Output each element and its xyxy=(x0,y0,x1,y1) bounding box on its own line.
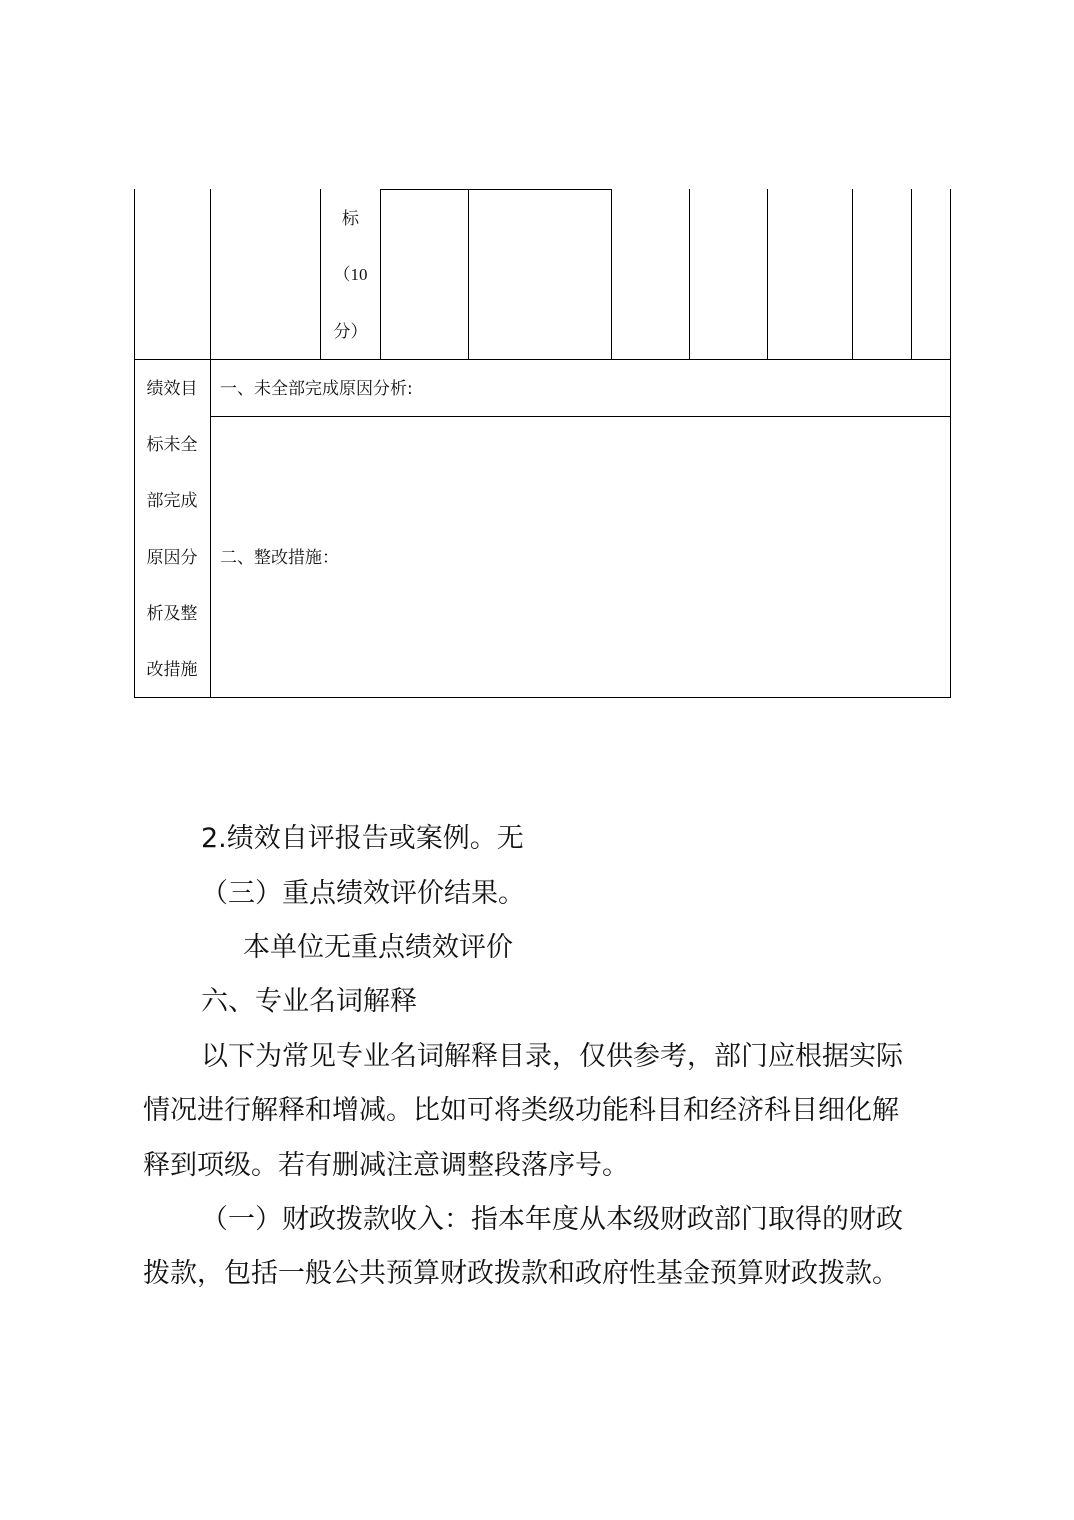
table-line xyxy=(689,189,690,360)
glossary-intro-line: 情况进行解释和增减。比如可将类级功能科目和经济科目细化解 xyxy=(143,1095,899,1126)
table-line xyxy=(611,189,612,360)
table-line xyxy=(468,189,469,360)
table-line xyxy=(134,697,951,698)
side-label-line: 析及整 xyxy=(146,604,198,624)
glossary-item-1-line: 拨款，包括一般公共预算财政拨款和政府性基金预算财政拨款。 xyxy=(143,1258,899,1289)
table-line xyxy=(380,189,381,360)
glossary-item-1-line: （一）财政拨款收入：指本年度从本级财政部门取得的财政 xyxy=(201,1204,903,1235)
table-line xyxy=(852,189,853,360)
section-heading-6: 六、专业名词解释 xyxy=(201,986,417,1017)
glossary-intro-line: 释到项级。若有删减注意调整段落序号。 xyxy=(143,1150,629,1181)
no-key-evaluation-line: 本单位无重点绩效评价 xyxy=(243,932,513,963)
rectification-heading: 二、整改措施： xyxy=(220,548,339,568)
table-line xyxy=(911,189,912,360)
score-label-line: （10 xyxy=(333,265,368,284)
reason-analysis-heading: 一、未全部完成原因分析: xyxy=(220,379,413,399)
table-line xyxy=(210,416,951,417)
score-label-line: 标 xyxy=(342,209,359,229)
table-line xyxy=(134,359,951,360)
self-eval-report-line: 2.绩效自评报告或案例。无 xyxy=(201,823,524,854)
side-label-line: 部完成 xyxy=(146,491,198,511)
side-label-line: 绩效目 xyxy=(146,379,198,399)
side-label-line: 标未全 xyxy=(146,435,198,455)
table-line xyxy=(767,189,768,360)
section-heading-3: （三）重点绩效评价结果。 xyxy=(201,878,525,909)
performance-table xyxy=(0,0,1074,720)
glossary-intro-line: 以下为常见专业名词解释目录，仅供参考，部门应根据实际 xyxy=(201,1041,903,1072)
side-label-line: 改措施 xyxy=(146,660,198,680)
table-line xyxy=(210,189,211,698)
side-label-line: 原因分 xyxy=(146,548,198,568)
score-label-line: 分） xyxy=(333,322,368,342)
table-line xyxy=(380,189,611,190)
table-line xyxy=(950,189,951,698)
